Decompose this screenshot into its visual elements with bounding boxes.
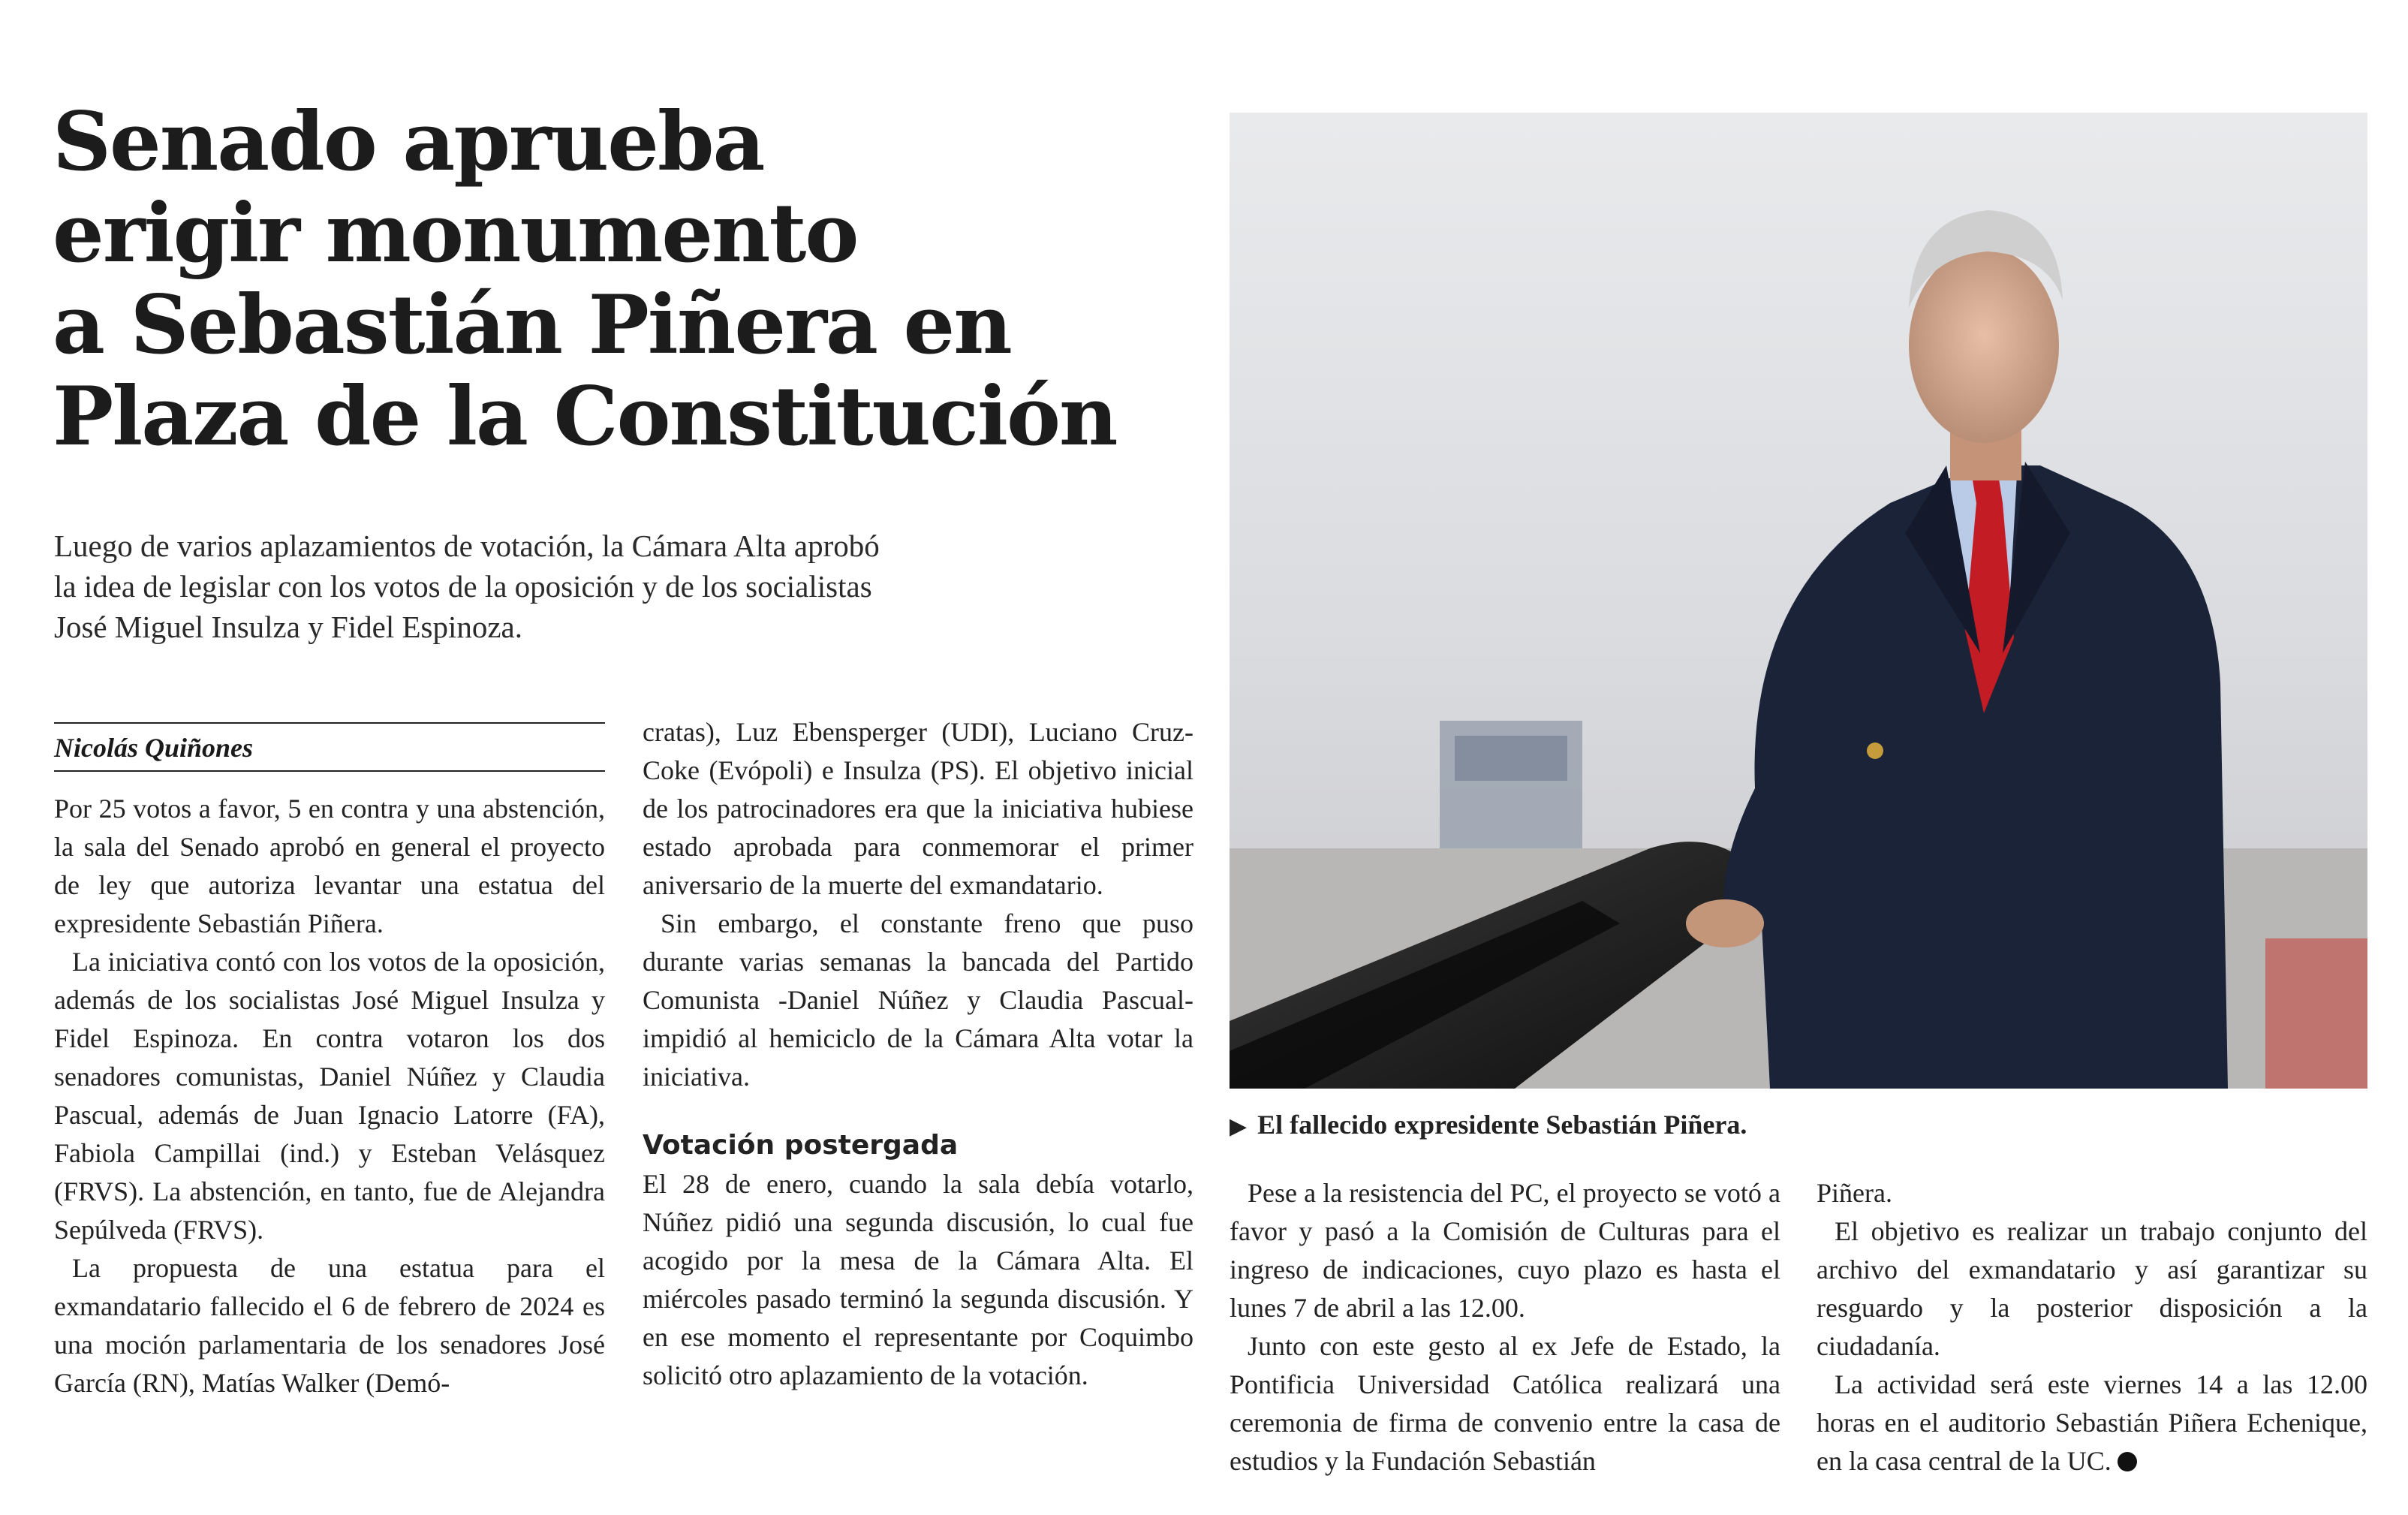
headline-line: a Sebastián Piñera en: [53, 278, 1011, 372]
end-mark-icon: [2118, 1452, 2137, 1471]
lead-paragraph: [54, 526, 1090, 647]
body-paragraph: Sin embargo, el constante freno que puso durante varias semanas la bancada del Partido Comunista -Daniel Núñez y Claudia Pascual- impidió al hemiciclo de la Cámara Alta votar la iniciativa.: [643, 908, 1193, 1092]
body-paragraph-last: [1817, 1366, 2367, 1480]
body-paragraph: cratas), Luz Ebensperger (UDI), Luciano Cruz-Coke (Evópoli) e Insulza (PS). El objetivo inicial de los patrocinadores era que la iniciativa hubiese estado aprobada para conmemorar el primer aniversario de la muerte del exmandatario.: [643, 717, 1193, 900]
headline: [53, 96, 1178, 462]
body-paragraph: El objetivo es realizar un trabajo conjunto del archivo del exmandatario y así garantizar su resguardo y la posterior disposición a la ciudadanía.: [1817, 1216, 2367, 1361]
body-paragraph: Piñera.: [1817, 1178, 1892, 1208]
byline: Nicolás Quiñones: [54, 722, 605, 772]
body-paragraph: Junto con este gesto al ex Jefe de Estado, la Pontificia Universidad Católica realizará una ceremonia de firma de convenio entre la casa de estudios y la Fundación Sebastián: [1230, 1331, 1780, 1476]
portrait-photo: [1230, 113, 2367, 1089]
body-column-1: [54, 790, 605, 1402]
body-paragraph: Pese a la resistencia del PC, el proyecto se votó a favor y pasó a la Comisión de Culturas para el ingreso de indicaciones, cuyo plazo es hasta el lunes 7 de abril a las 12.00.: [1230, 1178, 1780, 1323]
body-column-4: [1817, 1174, 2367, 1480]
lead-line: la idea de legislar con los votos de la oposición y de los socialistas: [54, 569, 872, 604]
lead-line: Luego de varios aplazamientos de votación, la Cámara Alta aprobó: [54, 529, 880, 563]
body-column-2: [643, 713, 1193, 1395]
headline-line: Plaza de la Constitución: [53, 369, 1117, 464]
photo-caption-text: El fallecido expresidente Sebastián Piñera.: [1257, 1110, 1747, 1140]
photo-caption: [1230, 1105, 2367, 1146]
body-paragraph: La propuesta de una estatua para el exmandatario fallecido el 6 de febrero de 2024 es una moción parlamentaria de los senadores José García (RN), Matías Walker (Demó-: [54, 1253, 605, 1398]
section-subhead: Votación postergada: [643, 1130, 959, 1161]
body-column-3: [1230, 1174, 1780, 1480]
portrait-photo-illustration: [1230, 113, 2367, 1089]
headline-line: Senado aprueba: [53, 95, 764, 189]
body-paragraph-text: La actividad será este viernes 14 a las 12.00 horas en el auditorio Sebastián Piñera Echenique, en la casa central de la UC.: [1817, 1369, 2367, 1476]
body-paragraph: La iniciativa contó con los votos de la oposición, además de los socialistas José Miguel Insulza y Fidel Espinoza. En contra votaron los dos senadores comunistas, Daniel Núñez y Claudia Pascual, además de Juan Ignacio Latorre (FA), Fabiola Campillai (ind.) y Esteban Velásquez (FRVS). La abstención, en tanto, fue de Alejandra Sepúlveda (FRVS).: [54, 947, 605, 1245]
body-paragraph: Por 25 votos a favor, 5 en contra y una abstención, la sala del Senado aprobó en general el proyecto de ley que autoriza levantar una estatua del expresidente Sebastián Piñera.: [54, 794, 605, 938]
headline-line: erigir monumento: [53, 186, 858, 281]
lead-line: José Miguel Insulza y Fidel Espinoza.: [54, 610, 523, 644]
triangle-right-icon: ▶: [1230, 1114, 1248, 1139]
body-paragraph: El 28 de enero, cuando la sala debía votarlo, Núñez pidió una segunda discusión, lo cual fue acogido por la mesa de la Cámara Alta. El miércoles pasado terminó la segunda discusión. Y en ese momento el representante por Coquimbo solicitó otro aplazamiento de la votación.: [643, 1169, 1193, 1390]
